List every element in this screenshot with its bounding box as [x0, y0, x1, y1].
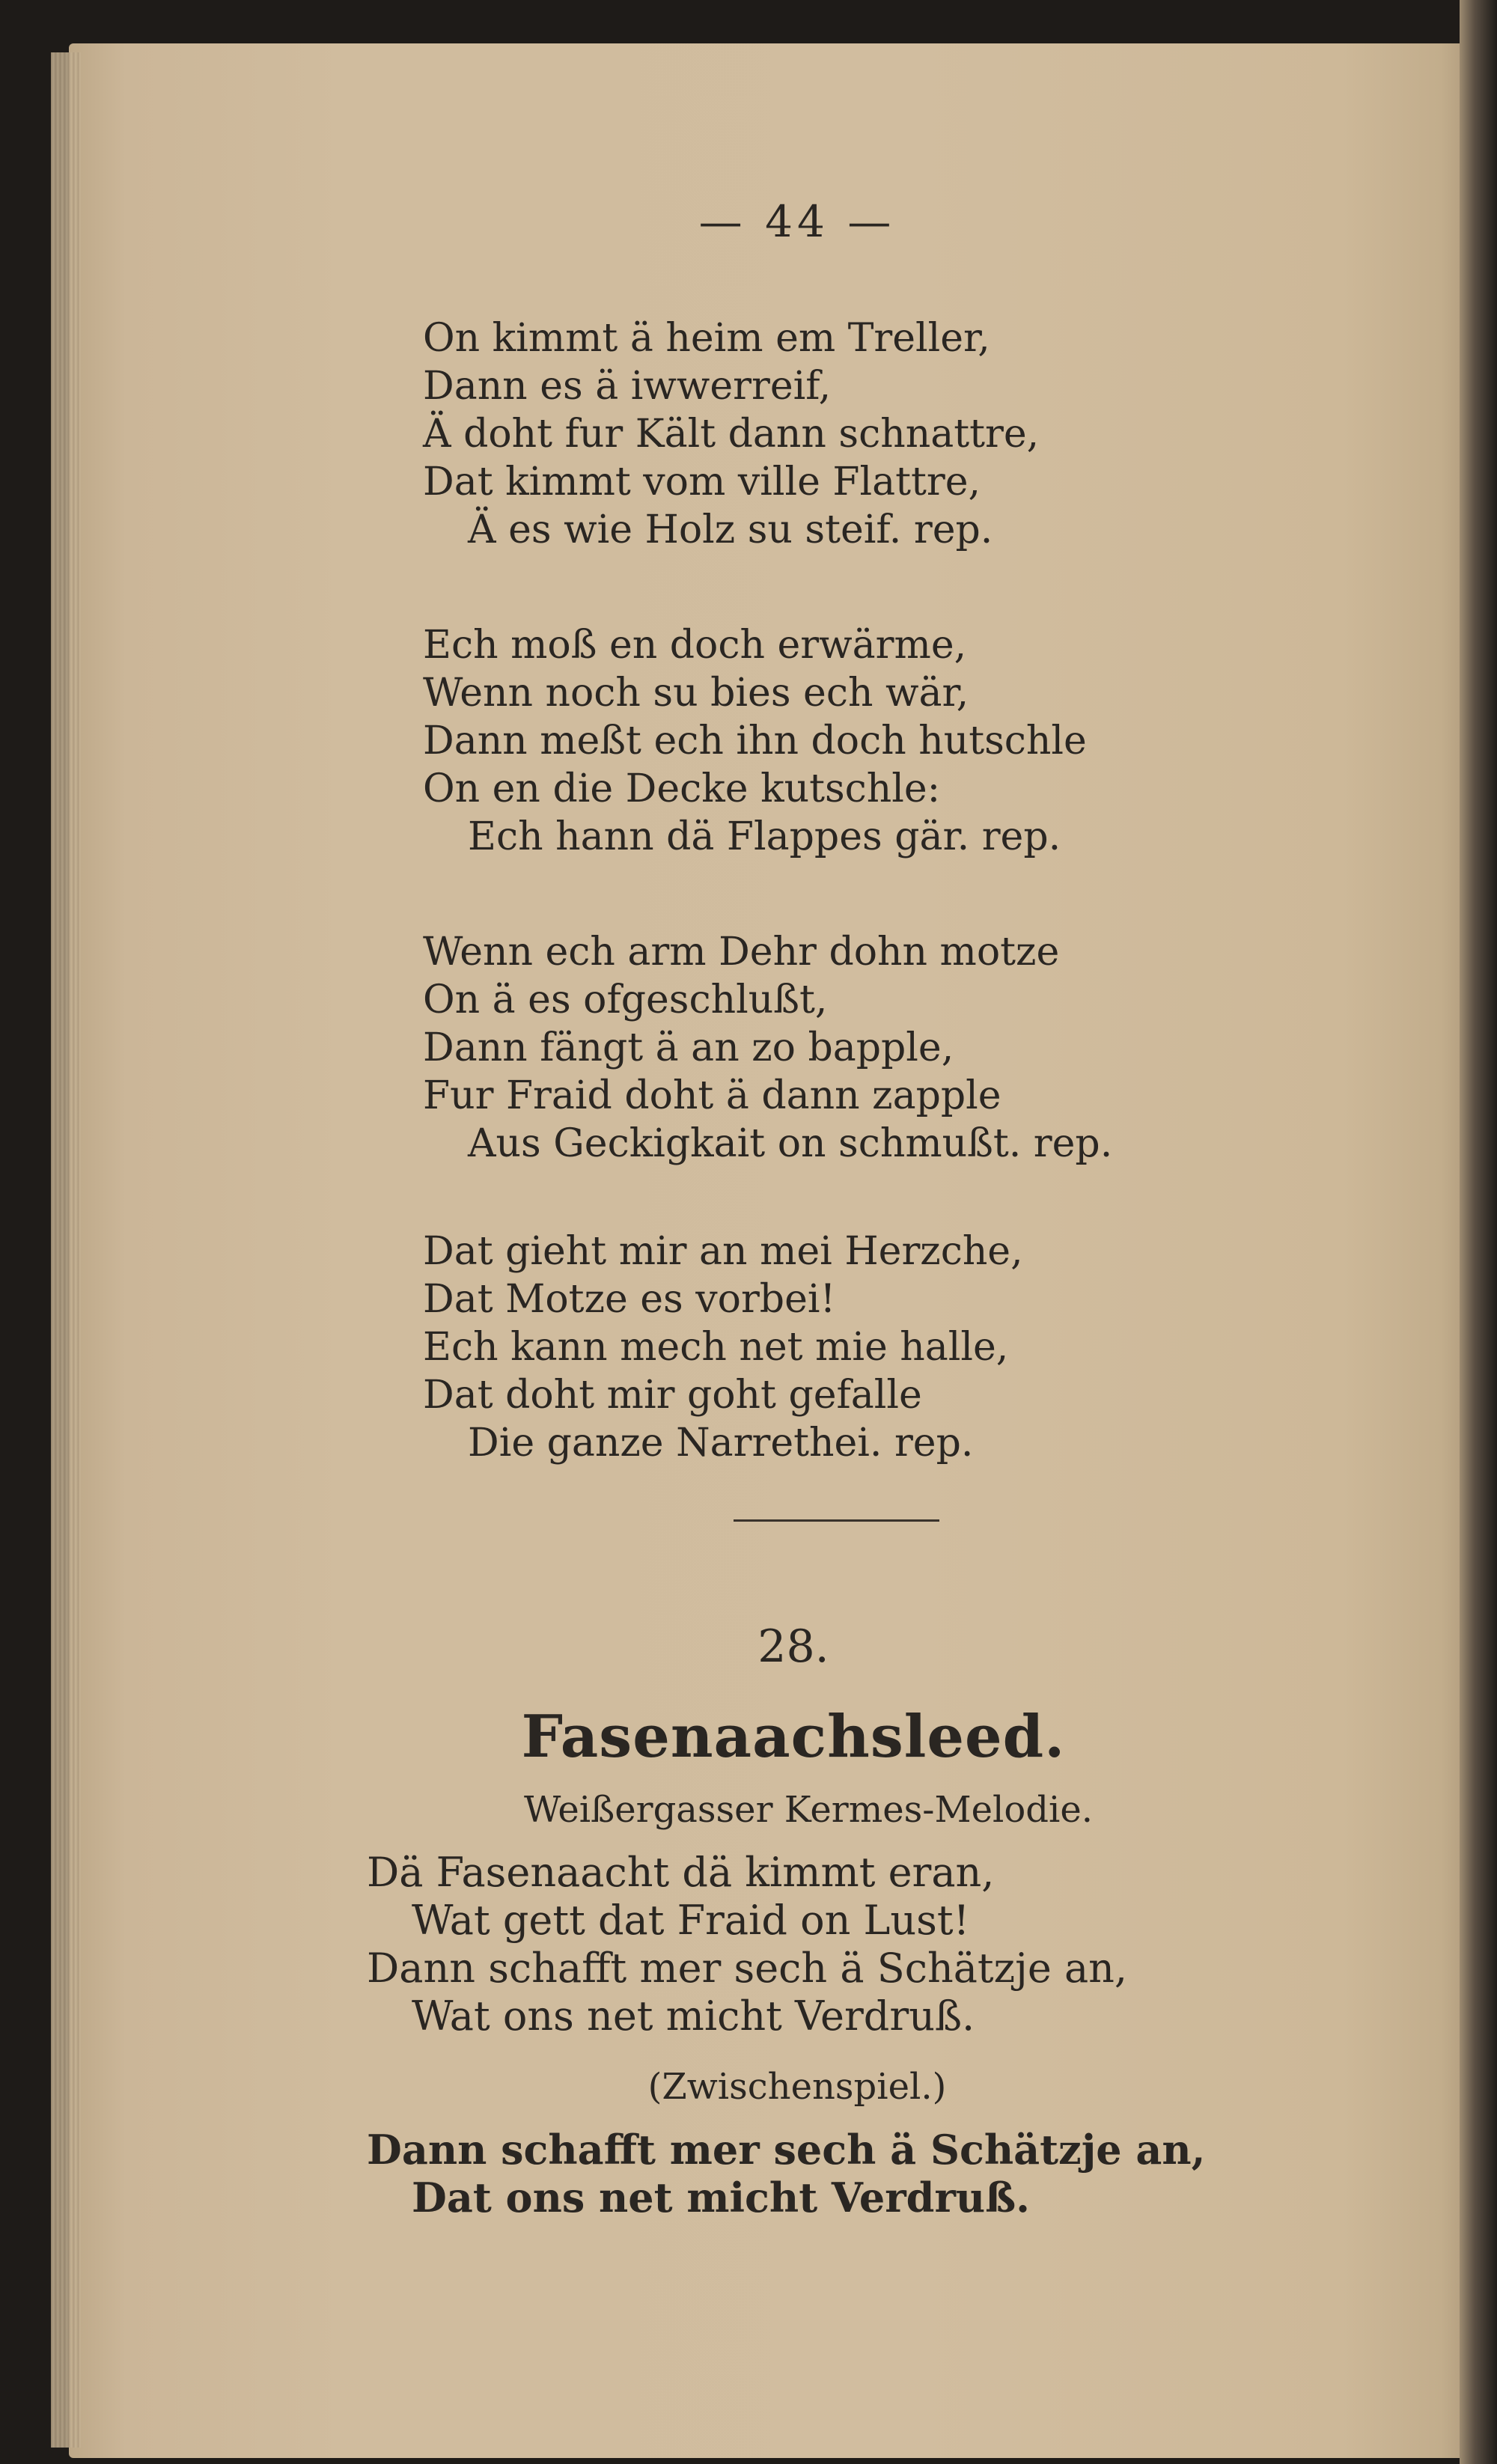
verse-line: Wat gett dat Fraid on Lust!: [412, 1897, 970, 1944]
interlude-note: (Zwischenspiel.): [647, 2066, 947, 2108]
stanza-line: On ä es ofgeschlußt,: [423, 978, 828, 1022]
stanza-line: Ä es wie Holz su steif. rep.: [468, 507, 993, 552]
verse-line: Dann schafft mer sech ä Schätzje an,: [367, 1945, 1128, 1992]
melody-note: Weißergasser Kermes-Melodie.: [523, 1789, 1094, 1831]
stanza-line: On en die Decke kutschle:: [423, 766, 941, 811]
stanza-line: Dat doht mir goht gefalle: [423, 1373, 922, 1418]
stanza-line: Fur Fraid doht ä dann zapple: [423, 1073, 1001, 1118]
stanza-line: Ech moß en doch erwärme,: [423, 623, 967, 668]
section-divider: [734, 1519, 939, 1522]
stanza-line: Dat kimmt vom ville Flattre,: [423, 460, 981, 504]
stanza-line: Wenn noch su bies ech wär,: [423, 671, 969, 716]
stanza-line: Dann es ä iwwerreif,: [423, 364, 832, 409]
refrain: [367, 2126, 1205, 2221]
song-title: Fasenaachsleed.: [521, 1703, 1066, 1771]
stanza-2: [423, 621, 1087, 861]
song-verse: [367, 1849, 1127, 2040]
stanza-line: Wenn ech arm Dehr dohn motze: [423, 930, 1060, 975]
refrain-line: Dat ons net micht Verdruß.: [412, 2174, 1030, 2221]
stanza-line: Ä doht fur Kält dann schnattre,: [423, 412, 1040, 457]
stanza-line: Dann meßt ech ihn doch hutschle: [423, 719, 1087, 763]
stanza-line: Dat Motze es vorbei!: [423, 1277, 836, 1322]
stanza-4: [423, 1228, 1023, 1467]
page-number: — 44 —: [698, 196, 896, 247]
stanza-line: On kimmt ä heim em Treller,: [423, 316, 990, 361]
stanza-1: [423, 314, 1039, 554]
stanza-line: Ech hann dä Flappes gär. rep.: [468, 814, 1061, 859]
stanza-line: Dat gieht mir an mei Herzche,: [423, 1229, 1023, 1274]
stanza-line: Die ganze Narrethei. rep.: [468, 1421, 974, 1466]
stanza-line: Dann fängt ä an zo bapple,: [423, 1025, 954, 1070]
stanza-line: Ech kann mech net mie halle,: [423, 1325, 1009, 1370]
song-number: 28.: [757, 1620, 829, 1673]
stanza-3: [423, 928, 1112, 1168]
refrain-line: Dann schafft mer sech ä Schätzje an,: [367, 2126, 1206, 2174]
verse-line: Dä Fasenaacht dä kimmt eran,: [367, 1849, 995, 1896]
verse-line: Wat ons net micht Verdruß.: [412, 1992, 975, 2040]
stanza-line: Aus Geckigkait on schmußt. rep.: [468, 1121, 1113, 1166]
